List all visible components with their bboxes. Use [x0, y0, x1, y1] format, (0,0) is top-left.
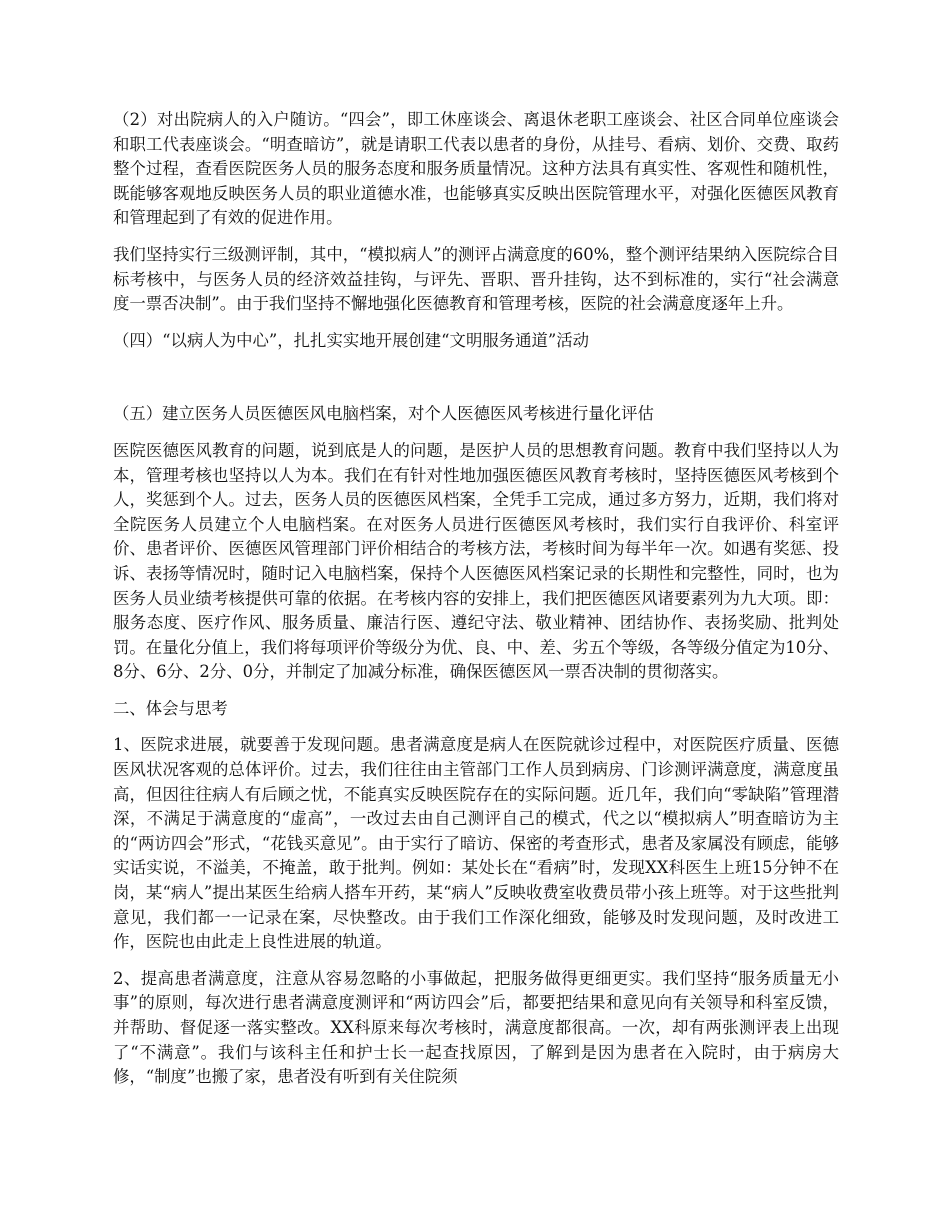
paragraph-electronic-archive: 医院医德医风教育的问题，说到底是人的问题，是医护人员的思想教育问题。教育中我们坚持以人为本，管理考核也坚持以人为本。我们在有针对性地加强医德医风教育考核时，坚持医德医风考核到个人，奖惩到个人。过去，医务人员的医德医风档案，全凭手工完成，通过多方努力，近期，我们将对全院医务人员建立个人电脑档案。在对医务人员进行医德医风考核时，我们实行自我评价、科室评价、患者评价、医德医风管理部门评价相结合的考核方法，考核时间为每半年一次。如遇有奖惩、投诉、表扬等情况时，随时记入电脑档案，保持个人医德医风档案记录的长期性和完整性，同时，也为医务人员业绩考核提供可靠的依据。在考核内容的安排上，我们把医德医风诸要素列为九大项。即：服务态度、医疗作风、服务质量、廉洁行医、遵纪守法、敬业精神、团结协作、表扬奖励、批判处罚。在量化分值上，我们将每项评价等级分为优、良、中、差、劣五个等级，各等级分值定为10分、8分、6分、2分、0分，并制定了加减分标准，确保医德医风一票否决制的贯彻落实。: [113, 440, 839, 682]
blank-spacer: [113, 365, 839, 402]
section-heading-five: （五）建立医务人员医德医风电脑档案，对个人医德医风考核进行量化评估: [113, 404, 654, 424]
paragraph-reflection-one: 1、医院求进展，就要善于发现问题。患者满意度是病人在医院就诊过程中，对医院医疗质量、医德医风状况客观的总体评价。过去，我们往往由主管部门工作人员到病房、门诊测评满意度，满意度虽高，但因往往病人有后顾之忧，不能真实反映医院存在的实际问题。近几年，我们向“零缺陷”管理潜深，不满足于满意度的“虚高”，一改过去由自己测评自己的模式，代之以“模拟病人”明查暗访为主的“两访四会”形式，“花钱买意见”。由于实行了暗访、保密的考查形式，患者及家属没有顾虑，能够实话实说，不溢美，不掩盖，敢于批判。例如：某处长在“看病”时，发现XX科医生上班15分钟不在岗，某“病人”提出某医生给病人搭车开药，某“病人”反映收费室收费员带小孩上班等。对于这些批判意见，我们都一一记录在案，尽快整改。由于我们工作深化细致，能够及时发现问题，及时改进工作，医院也由此走上良性进展的轨道。: [113, 735, 839, 952]
section-heading-four: （四）“以病人为中心”，扎扎实实地开展创建“文明服务通道”活动: [113, 330, 590, 350]
section-heading-reflections: 二、体会与思考: [113, 698, 228, 718]
paragraph-reflection-two: 2、提高患者满意度，注意从容易忽略的小事做起，把服务做得更细更实。我们坚持“服务质量无小事”的原则，每次进行患者满意度测评和“两访四会”后，都要把结果和意见向有关领导和科室反馈，并帮助、督促逐一落实整改。XX科原来每次考核时，满意度都很高。一次，却有两张测评表上出现了“不满意”。我们与该科主任和护士长一起查找原因，了解到是因为患者在入院时，由于病房大修，“制度”也搬了家，患者没有听到有关住院须: [113, 968, 839, 1087]
paragraph-patient-follow-up: （2）对出院病人的入户随访。“四会”，即工休座谈会、离退休老职工座谈会、社区合同单位座谈会和职工代表座谈会。“明查暗访”，就是请职工代表以患者的身份，从挂号、看病、划价、交费、取药整个过程，查看医院医务人员的服务态度和服务质量情况。这种方法具有真实性、客观性和随机性，既能够客观地反映医务人员的职业道德水准，也能够真实反映出医院管理水平，对强化医德医风教育和管理起到了有效的促进作用。: [113, 110, 839, 228]
document-page: [113, 108, 839, 1102]
paragraph-three-level-evaluation: 我们坚持实行三级测评制，其中，“模拟病人”的测评占满意度的60%，整个测评结果纳入医院综合目标考核中，与医务人员的经济效益挂钩，与评先、晋职、晋升挂钩，达不到标准的，实行“社会满意度一票否决制”。由于我们坚持不懈地强化医德教育和管理考核，医院的社会满意度逐年上升。: [113, 244, 839, 314]
